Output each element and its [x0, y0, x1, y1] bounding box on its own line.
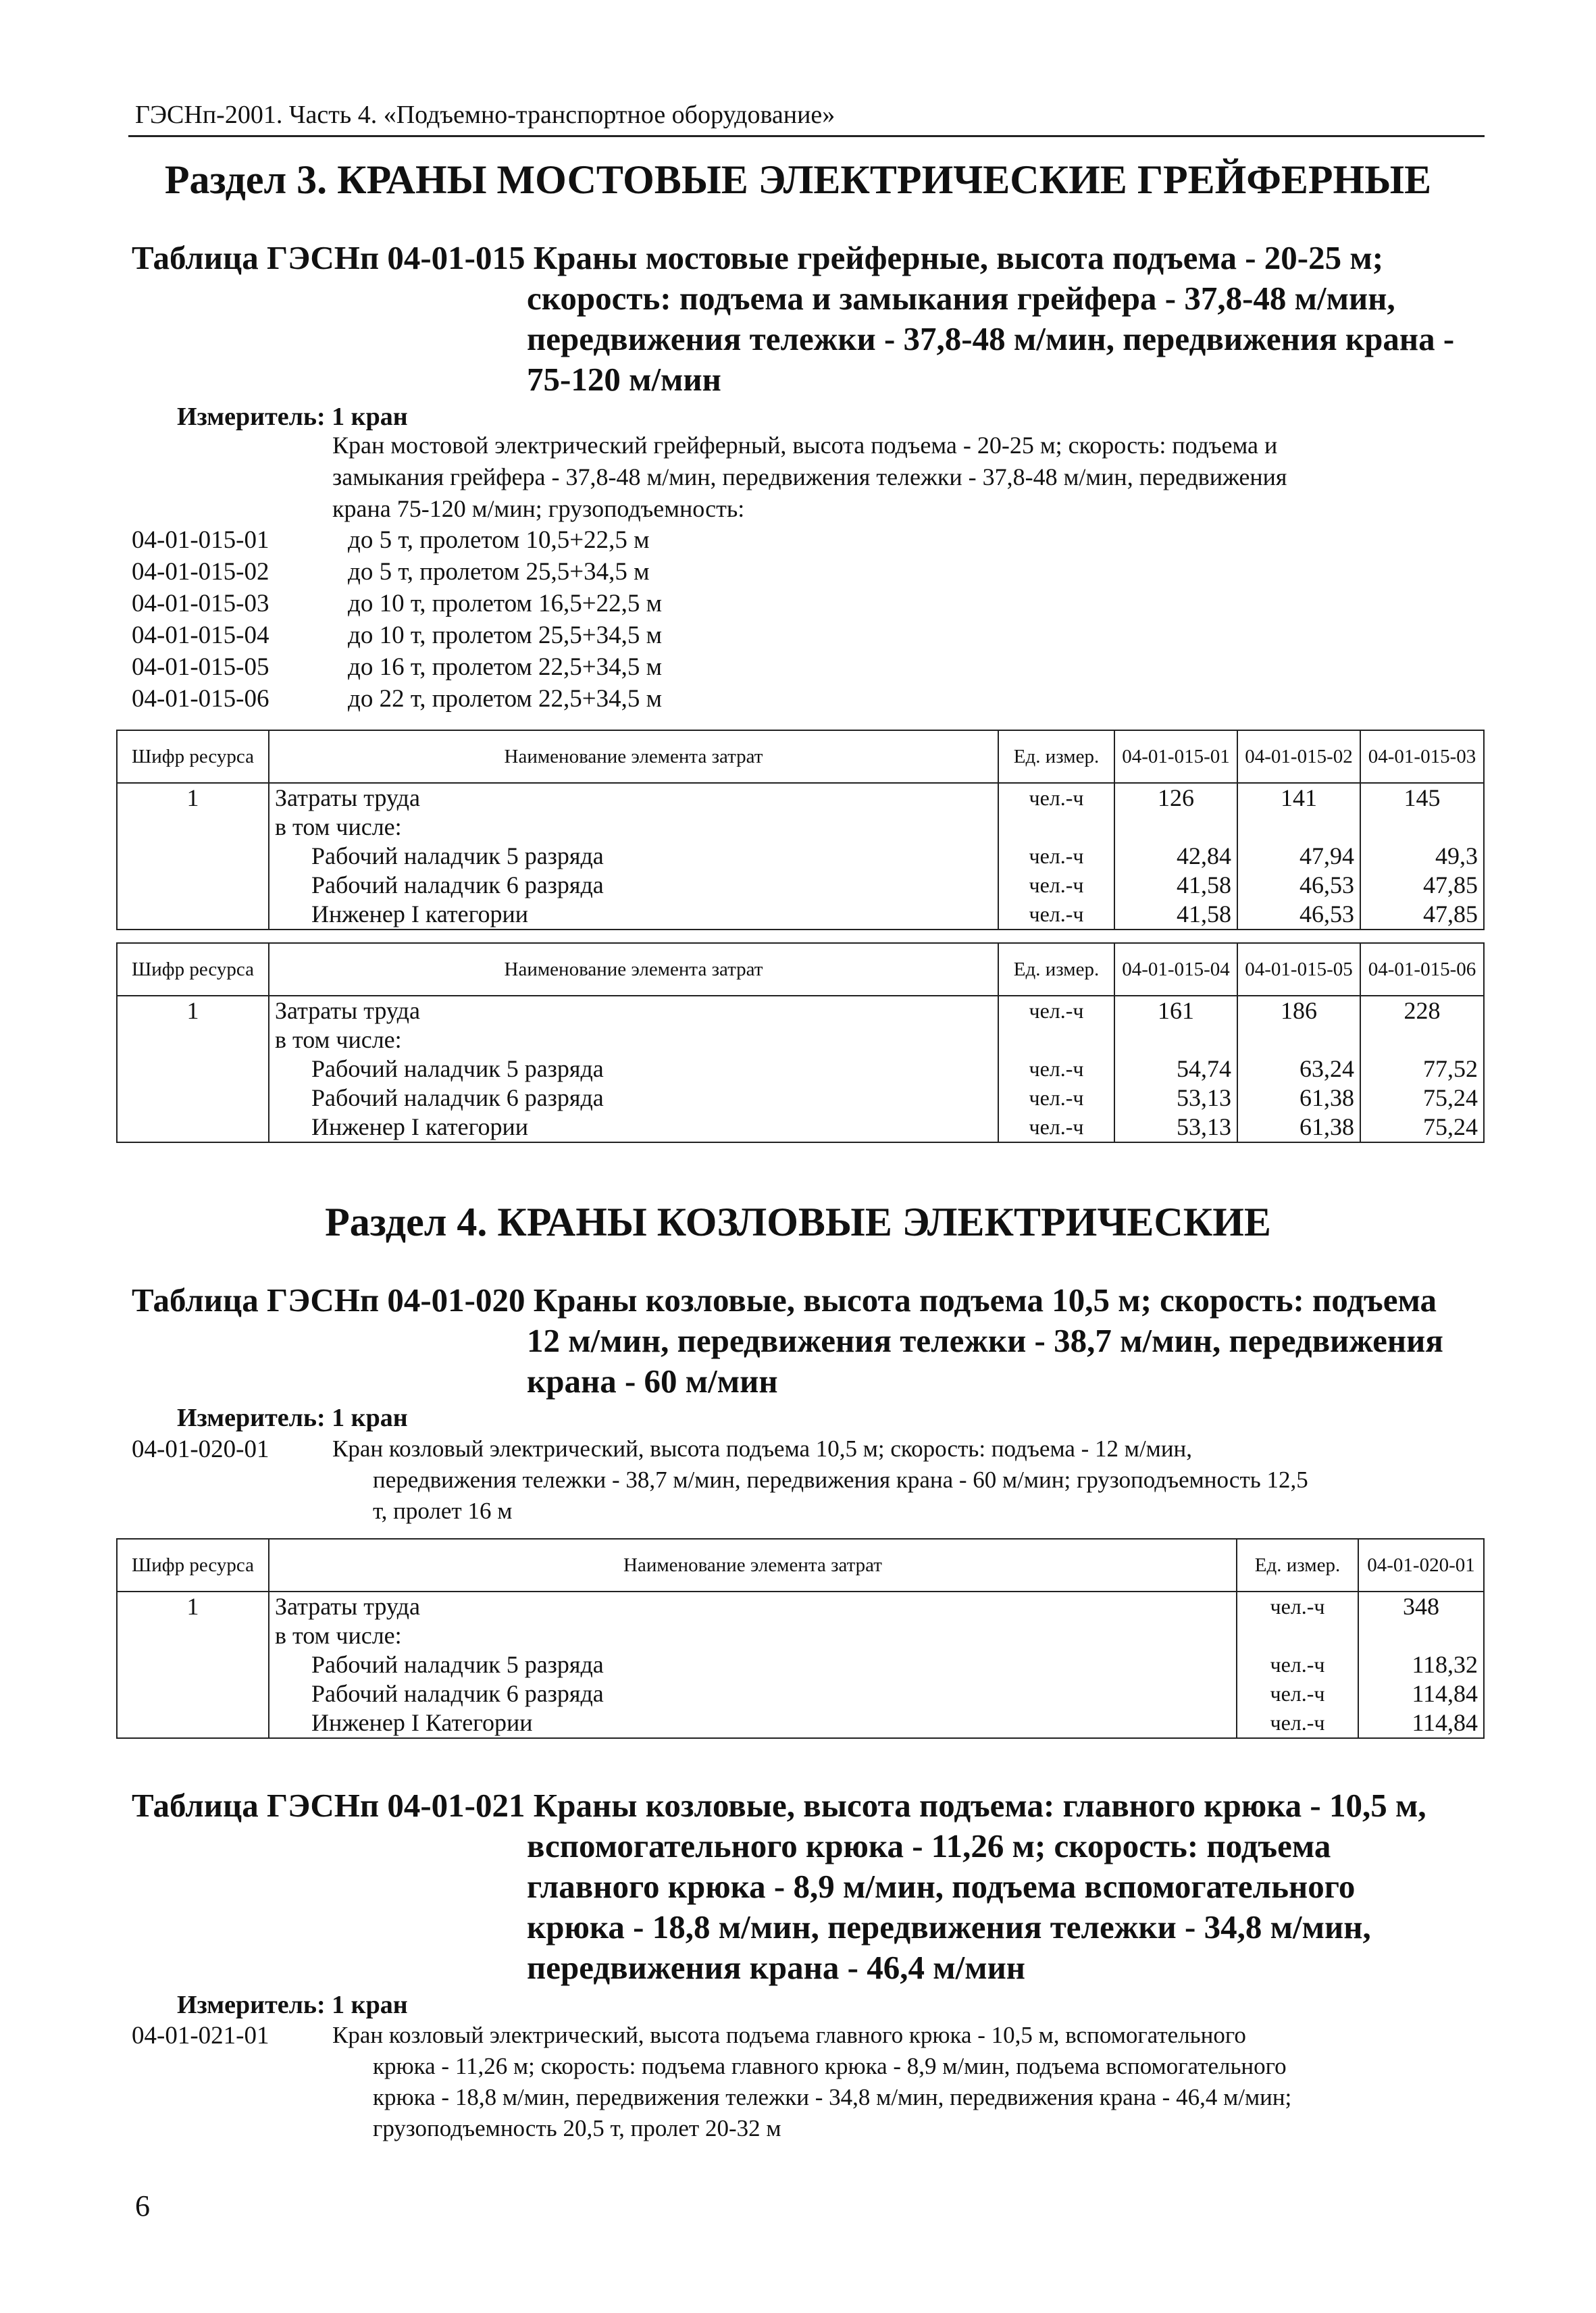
cell-unit	[1237, 1621, 1358, 1650]
position-code: 04-01-015-02	[132, 558, 269, 586]
cell-value: 61,38	[1237, 1113, 1360, 1142]
resource-table-020	[116, 1538, 1485, 1739]
crane-description	[332, 1433, 1481, 1527]
cell-unit: чел.-ч	[1237, 1679, 1358, 1708]
cell-name: Рабочий наладчик 6 разряда	[269, 871, 998, 900]
table-row	[117, 871, 1484, 900]
header-norm-code: 04-01-015-02	[1237, 730, 1360, 783]
position-text: до 5 т, пролетом 25,5+34,5 м	[348, 558, 650, 586]
cell-value	[1237, 1025, 1360, 1054]
table-020-title	[132, 1280, 1489, 1402]
description-line: Кран козловый электрический, высота подъема главного крюка - 10,5 м, вспомогательного	[332, 2022, 1246, 2048]
cell-value: 75,24	[1360, 1084, 1484, 1113]
table-row	[117, 813, 1484, 842]
description-line: передвижения тележки - 38,7 м/мин, передвижения крана - 60 м/мин; грузоподъемность 12,5	[373, 1467, 1308, 1493]
cell-unit: чел.-ч	[1237, 1592, 1358, 1621]
section-4-title: Раздел 4. КРАНЫ КОЗЛОВЫЕ ЭЛЕКТРИЧЕСКИЕ	[325, 1200, 1271, 1244]
table-row	[117, 1084, 1484, 1113]
cell-name: Затраты труда	[269, 1592, 1237, 1621]
cell-value	[1358, 1621, 1484, 1650]
cell-value: 77,52	[1360, 1054, 1484, 1084]
description-line: Кран козловый электрический, высота подъема 10,5 м; скорость: подъема - 12 м/мин,	[332, 1435, 1193, 1462]
table-row	[117, 1650, 1484, 1679]
cell-value: 126	[1114, 783, 1237, 813]
cell-code	[117, 842, 269, 871]
cell-unit: чел.-ч	[1237, 1650, 1358, 1679]
table-header-row	[117, 1539, 1484, 1592]
cell-value: 118,32	[1358, 1650, 1484, 1679]
cell-value: 41,58	[1114, 900, 1237, 930]
table-021-title-line: передвижения крана - 46,4 м/мин	[527, 1949, 1026, 1986]
cell-name: Затраты труда	[269, 996, 998, 1025]
cell-name: в том числе:	[269, 1025, 998, 1054]
cell-value: 41,58	[1114, 871, 1237, 900]
position-code: 04-01-015-04	[132, 621, 269, 649]
header-norm-code: 04-01-015-03	[1360, 730, 1484, 783]
position-text: до 16 т, пролетом 22,5+34,5 м	[348, 653, 663, 681]
cell-name: Рабочий наладчик 5 разряда	[269, 842, 998, 871]
table-row	[117, 900, 1484, 930]
table-row	[117, 996, 1484, 1025]
crane-description	[332, 430, 1481, 525]
header-norm-code: 04-01-015-06	[1360, 943, 1484, 996]
cell-value: 141	[1237, 783, 1360, 813]
header-resource-code: Шифр ресурса	[117, 1539, 269, 1592]
description-line: грузоподъемность 20,5 т, пролет 20-32 м	[373, 2115, 781, 2141]
table-021-title-lead: Таблица ГЭСНп 04-01-021 Краны козловые, высота подъема: главного крюка - 10,5 м,	[132, 1787, 1426, 1824]
table-015-title-lead: Таблица ГЭСНп 04-01-015 Краны мостовые грейферные, высота подъема - 20-25 м;	[132, 239, 1384, 276]
cell-value: 75,24	[1360, 1113, 1484, 1142]
resource-table-015-b	[116, 942, 1485, 1143]
cell-value: 186	[1237, 996, 1360, 1025]
cell-unit	[998, 1025, 1114, 1054]
cell-code	[117, 900, 269, 930]
table-row	[117, 1113, 1484, 1142]
cell-code	[117, 1054, 269, 1084]
table-020-title-line: 12 м/мин, передвижения тележки - 38,7 м/мин, передвижения	[527, 1322, 1443, 1359]
cell-value	[1360, 1025, 1484, 1054]
cell-code	[117, 871, 269, 900]
cell-value: 47,85	[1360, 900, 1484, 930]
table-020-title-lead: Таблица ГЭСНп 04-01-020 Краны козловые, высота подъема 10,5 м; скорость: подъема	[132, 1281, 1437, 1319]
cell-value: 47,85	[1360, 871, 1484, 900]
table-021-title	[132, 1785, 1489, 1988]
table-row	[117, 1054, 1484, 1084]
cell-code	[117, 813, 269, 842]
table-021-title-line: крюка - 18,8 м/мин, передвижения тележки - 34,8 м/мин,	[527, 1908, 1371, 1946]
cell-unit	[998, 813, 1114, 842]
measure-label: Измеритель: 1 кран	[177, 403, 408, 431]
description-line: Кран мостовой электрический грейферный, высота подъема - 20-25 м; скорость: подъема и	[332, 432, 1278, 459]
cell-code: 1	[117, 996, 269, 1025]
header-norm-code: 04-01-020-01	[1358, 1539, 1484, 1592]
header-unit: Ед. измер.	[1237, 1539, 1358, 1592]
table-015-title-line: передвижения тележки - 37,8-48 м/мин, передвижения крана -	[527, 320, 1455, 357]
cell-value: 114,84	[1358, 1679, 1484, 1708]
position-code: 04-01-015-01	[132, 526, 269, 554]
cell-code	[117, 1621, 269, 1650]
cell-value: 49,3	[1360, 842, 1484, 871]
cell-value: 63,24	[1237, 1054, 1360, 1084]
measure-label: Измеритель: 1 кран	[177, 1404, 408, 1432]
cell-name: Рабочий наладчик 5 разряда	[269, 1650, 1237, 1679]
cell-name: Инженер I Категории	[269, 1708, 1237, 1738]
cell-value: 228	[1360, 996, 1484, 1025]
cell-code	[117, 1679, 269, 1708]
position-text: до 5 т, пролетом 10,5+22,5 м	[348, 526, 650, 554]
cell-value: 53,13	[1114, 1113, 1237, 1142]
table-row	[117, 1621, 1484, 1650]
header-norm-code: 04-01-015-05	[1237, 943, 1360, 996]
table-015-title-line: скорость: подъема и замыкания грейфера - 37,8-48 м/мин,	[527, 280, 1395, 317]
cell-value: 46,53	[1237, 871, 1360, 900]
cell-unit: чел.-ч	[998, 842, 1114, 871]
cell-value	[1360, 813, 1484, 842]
cell-value: 54,74	[1114, 1054, 1237, 1084]
cell-unit: чел.-ч	[998, 871, 1114, 900]
cell-value: 348	[1358, 1592, 1484, 1621]
cell-unit: чел.-ч	[998, 783, 1114, 813]
cell-code	[117, 1650, 269, 1679]
cell-value	[1114, 813, 1237, 842]
measure-label: Измеритель: 1 кран	[177, 1991, 408, 2019]
header-unit: Ед. измер.	[998, 943, 1114, 996]
cell-code: 1	[117, 1592, 269, 1621]
table-021-title-line: вспомогательного крюка - 11,26 м; скорость: подъема	[527, 1827, 1331, 1864]
cell-value: 46,53	[1237, 900, 1360, 930]
table-header-row	[117, 943, 1484, 996]
header-cost-element: Наименование элемента затрат	[269, 1539, 1237, 1592]
header-norm-code: 04-01-015-04	[1114, 943, 1237, 996]
cell-name: в том числе:	[269, 813, 998, 842]
position-text: до 10 т, пролетом 25,5+34,5 м	[348, 621, 663, 649]
section-3-title: Раздел 3. КРАНЫ МОСТОВЫЕ ЭЛЕКТРИЧЕСКИЕ ГРЕЙФЕРНЫЕ	[164, 157, 1432, 202]
cell-code	[117, 1113, 269, 1142]
position-code: 04-01-021-01	[132, 2022, 269, 2050]
cell-name: Рабочий наладчик 6 разряда	[269, 1679, 1237, 1708]
header-resource-code: Шифр ресурса	[117, 943, 269, 996]
cell-unit: чел.-ч	[998, 996, 1114, 1025]
table-row	[117, 842, 1484, 871]
page-number: 6	[135, 2189, 150, 2222]
position-code: 04-01-020-01	[132, 1435, 269, 1463]
table-row	[117, 1592, 1484, 1621]
cell-code	[117, 1708, 269, 1738]
table-row	[117, 1025, 1484, 1054]
cell-name: Инженер I категории	[269, 1113, 998, 1142]
cell-name: Рабочий наладчик 5 разряда	[269, 1054, 998, 1084]
table-header-row	[117, 730, 1484, 783]
cell-value	[1114, 1025, 1237, 1054]
description-line: крана 75-120 м/мин; грузоподъемность:	[332, 495, 745, 522]
header-rule	[128, 135, 1485, 137]
cell-unit: чел.-ч	[998, 900, 1114, 930]
cell-code: 1	[117, 783, 269, 813]
position-code: 04-01-015-06	[132, 685, 269, 713]
cell-name: Рабочий наладчик 6 разряда	[269, 1084, 998, 1113]
cell-name: Инженер I категории	[269, 900, 998, 930]
description-line: крюка - 18,8 м/мин, передвижения тележки - 34,8 м/мин, передвижения крана - 46,4 м/мин;	[373, 2084, 1292, 2110]
cell-value: 61,38	[1237, 1084, 1360, 1113]
table-021-title-line: главного крюка - 8,9 м/мин, подъема вспомогательного	[527, 1868, 1356, 1905]
cell-value: 47,94	[1237, 842, 1360, 871]
cell-value	[1237, 813, 1360, 842]
header-unit: Ед. измер.	[998, 730, 1114, 783]
cell-unit: чел.-ч	[998, 1054, 1114, 1084]
cell-name: в том числе:	[269, 1621, 1237, 1650]
cell-value: 42,84	[1114, 842, 1237, 871]
cell-value: 161	[1114, 996, 1237, 1025]
position-text: до 10 т, пролетом 16,5+22,5 м	[348, 590, 663, 617]
cell-name: Затраты труда	[269, 783, 998, 813]
table-row	[117, 783, 1484, 813]
position-code: 04-01-015-05	[132, 653, 269, 681]
cell-unit: чел.-ч	[998, 1084, 1114, 1113]
description-line: т, пролет 16 м	[373, 1498, 513, 1524]
table-row	[117, 1708, 1484, 1738]
cell-value: 114,84	[1358, 1708, 1484, 1738]
table-row	[117, 1679, 1484, 1708]
cell-value: 53,13	[1114, 1084, 1237, 1113]
cell-code	[117, 1084, 269, 1113]
running-header: ГЭСНп-2001. Часть 4. «Подъемно-транспортное оборудование»	[135, 101, 835, 129]
header-cost-element: Наименование элемента затрат	[269, 730, 998, 783]
table-015-title-line: 75-120 м/мин	[527, 361, 721, 398]
crane-description	[332, 2020, 1481, 2144]
description-line: крюка - 11,26 м; скорость: подъема главного крюка - 8,9 м/мин, подъема вспомогательного	[373, 2053, 1287, 2079]
table-020-title-line: крана - 60 м/мин	[527, 1363, 778, 1400]
description-line: замыкания грейфера - 37,8-48 м/мин, передвижения тележки - 37,8-48 м/мин, передвижения	[332, 463, 1287, 490]
position-text: до 22 т, пролетом 22,5+34,5 м	[348, 685, 663, 713]
resource-table-015-a	[116, 730, 1485, 930]
header-resource-code: Шифр ресурса	[117, 730, 269, 783]
cell-value: 145	[1360, 783, 1484, 813]
header-norm-code: 04-01-015-01	[1114, 730, 1237, 783]
position-code: 04-01-015-03	[132, 590, 269, 617]
cell-unit: чел.-ч	[998, 1113, 1114, 1142]
cell-code	[117, 1025, 269, 1054]
header-cost-element: Наименование элемента затрат	[269, 943, 998, 996]
cell-unit: чел.-ч	[1237, 1708, 1358, 1738]
table-015-title	[132, 238, 1489, 400]
